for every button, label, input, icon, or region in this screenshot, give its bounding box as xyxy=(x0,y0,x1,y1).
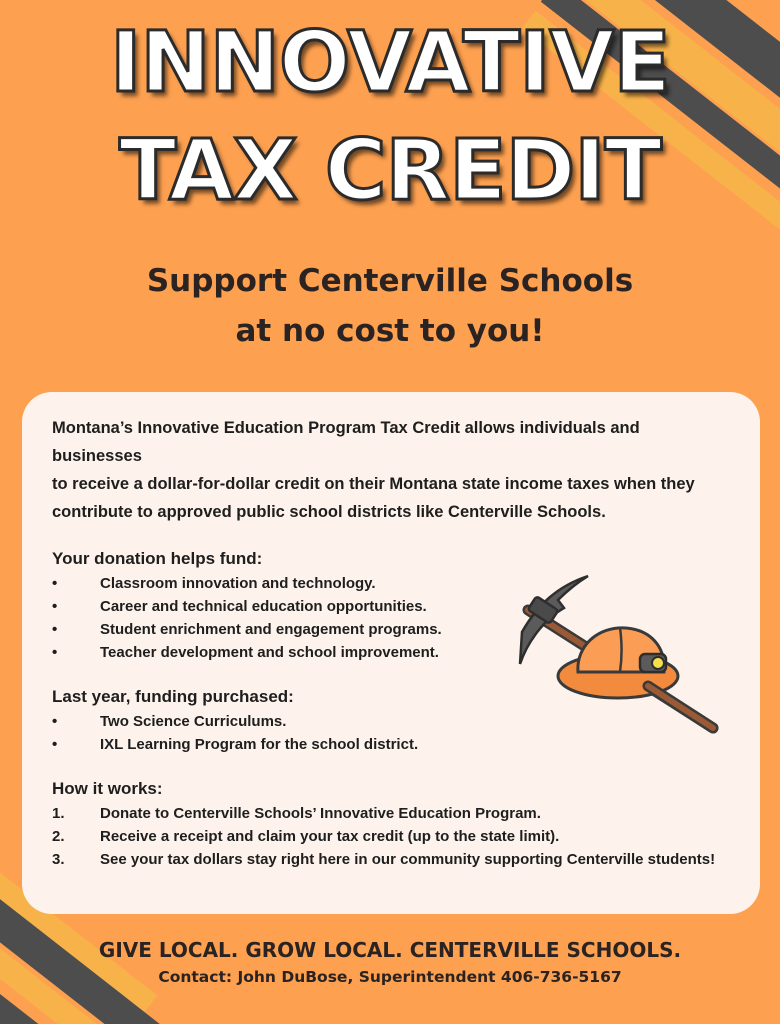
subtitle-line-2: at no cost to you! xyxy=(235,313,545,349)
bullet: • xyxy=(52,621,58,638)
intro-line: contribute to approved public school districts like Centerville Schools. xyxy=(52,503,606,521)
list-item-text: Teacher development and school improvement. xyxy=(100,644,439,661)
bullet: • xyxy=(52,736,58,753)
list-item xyxy=(52,825,732,848)
list-item-text: Student enrichment and engagement programs. xyxy=(100,621,442,638)
intro-line: to receive a dollar-for-dollar credit on their Montana state income taxes when they xyxy=(52,475,695,493)
fund-heading: Your donation helps fund: xyxy=(52,549,263,568)
list-item-text: IXL Learning Program for the school district. xyxy=(100,736,419,753)
how-heading: How it works: xyxy=(52,779,163,798)
step-number: 3. xyxy=(52,851,65,868)
title-line-1: INNOVATIVE xyxy=(110,13,670,111)
purchased-heading: Last year, funding purchased: xyxy=(52,687,294,706)
step-number: 1. xyxy=(52,805,65,822)
subtitle-line-1: Support Centerville Schools xyxy=(146,263,634,299)
step-number: 2. xyxy=(52,828,65,845)
bullet: • xyxy=(52,598,58,615)
list-item-text: Two Science Curriculums. xyxy=(100,713,287,730)
pickaxe-and-miner-helmet-icon xyxy=(498,568,728,738)
list-item-text: Receive a receipt and claim your tax credit (up to the state limit). xyxy=(100,828,560,845)
intro-paragraph xyxy=(52,414,732,526)
how-list xyxy=(52,802,732,871)
list-item xyxy=(52,848,732,871)
bullet: • xyxy=(52,644,58,661)
bullet: • xyxy=(52,713,58,730)
footer-contact: Contact: John DuBose, Superintendent 406-736-5167 xyxy=(158,968,622,986)
footer-tagline: GIVE LOCAL. GROW LOCAL. CENTERVILLE SCHOOLS. xyxy=(98,938,682,962)
list-item-text: Classroom innovation and technology. xyxy=(100,575,376,592)
title-line-2: TAX CREDIT xyxy=(119,121,661,219)
bullet: • xyxy=(52,575,58,592)
list-item-text: Career and technical education opportunities. xyxy=(100,598,427,615)
intro-line: Montana’s Innovative Education Program Tax Credit allows individuals and businesses xyxy=(52,419,640,465)
list-item xyxy=(52,802,732,825)
list-item-text: See your tax dollars stay right here in our community supporting Centerville students! xyxy=(100,851,716,868)
info-card xyxy=(22,392,760,914)
list-item-text: Donate to Centerville Schools’ Innovative Education Program. xyxy=(100,805,541,822)
